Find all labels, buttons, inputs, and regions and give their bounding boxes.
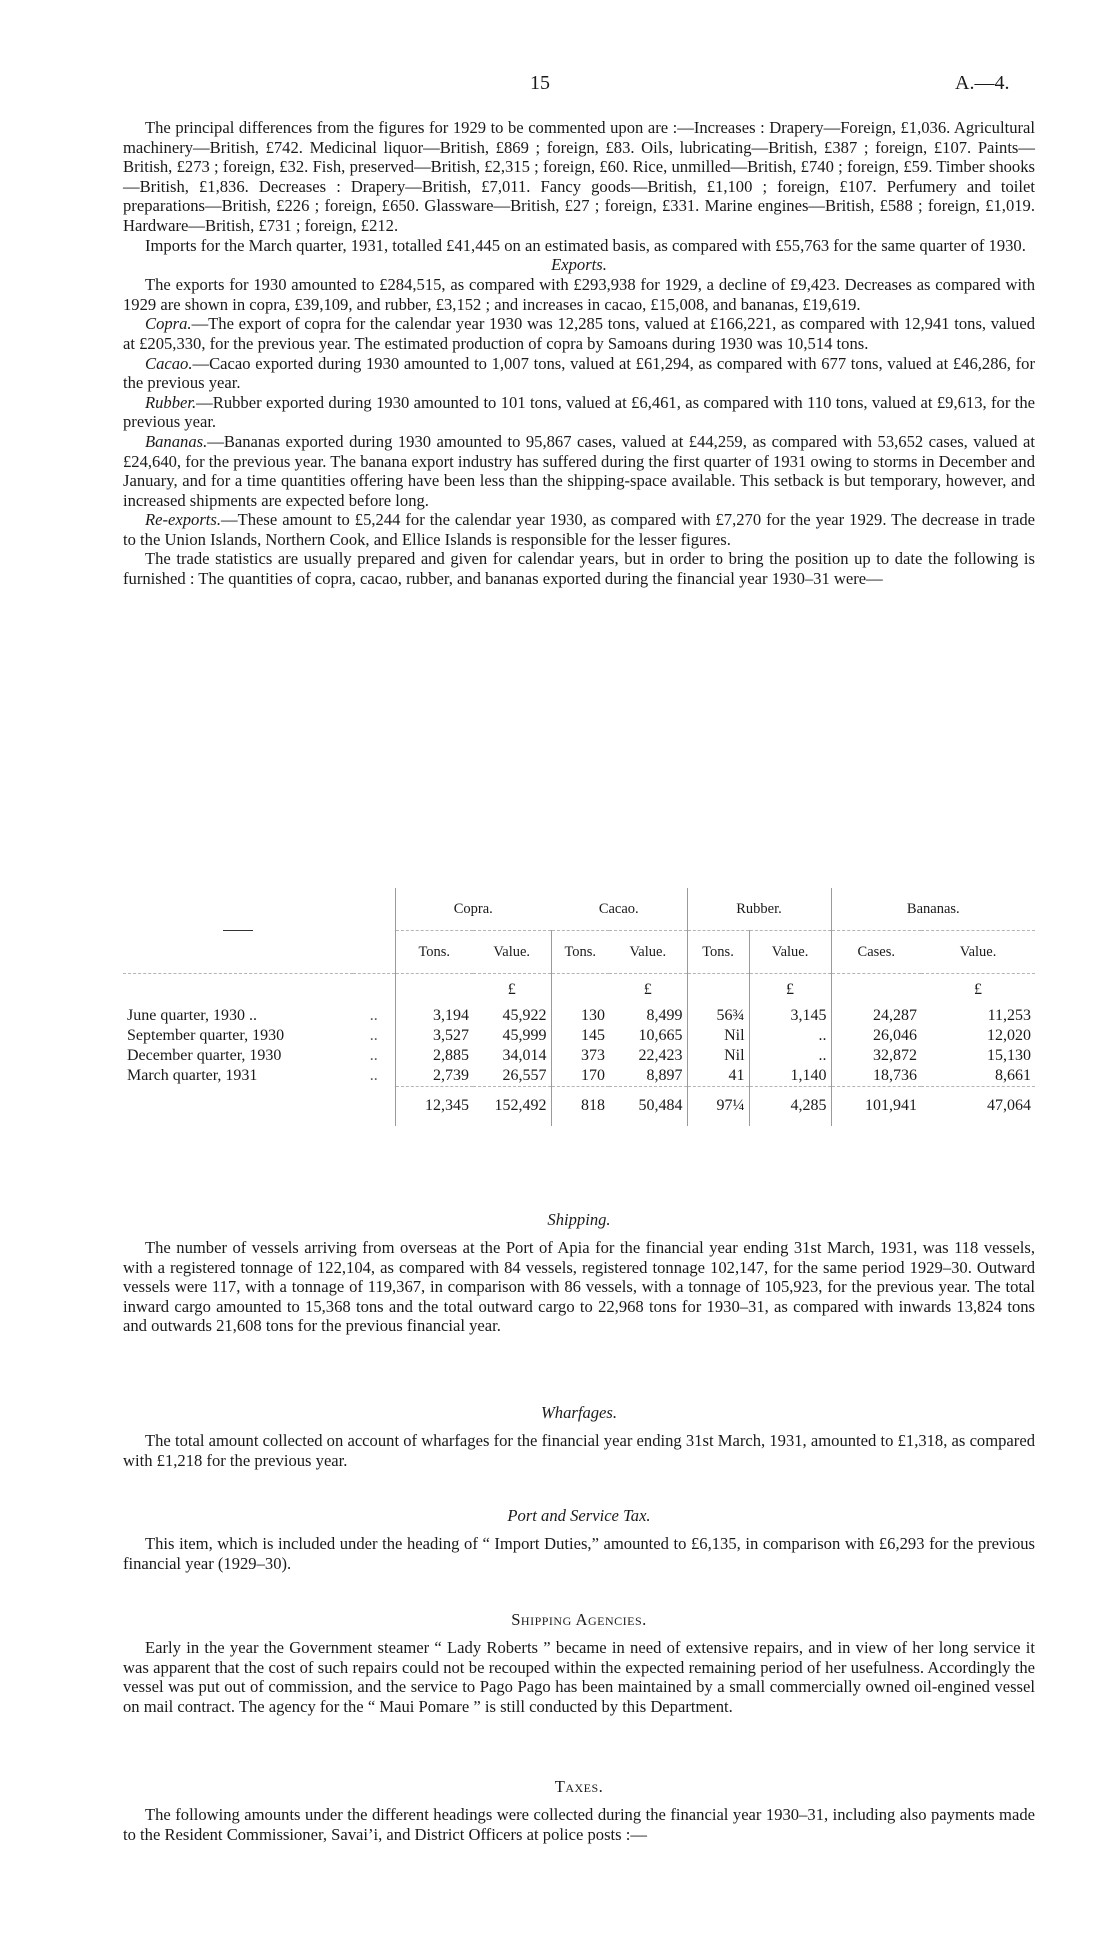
row-label-header	[123, 888, 353, 974]
row-label: September quarter, 1930	[127, 1026, 285, 1044]
subheader-cacao-value: Value.	[609, 931, 687, 974]
table-cell: 26,046	[831, 1026, 921, 1046]
total-cell: 97¼	[687, 1086, 749, 1126]
subheader-rubber-value: Value.	[749, 931, 831, 974]
shipping-paragraph: The number of vessels arriving from overseas at the Port of Apia for the financial year ending 31st March, 1931, was 118 vessels, with a registered tonnage of 122,104, as compared with 84 vessels, registered tonnage 102,147, for the same period 1929–30. Outward vessels were 117, with a tonnage of 119,367, in comparison with 86 vessels, with a tonnage of 105,923, for the previous year. The total inward cargo amounted to 15,368 tons and the total outward cargo to 22,968 tons for 1930–31, as compared with inwards 13,824 tons and outwards 21,608 tons for the previous financial year.	[123, 1238, 1035, 1336]
document-reference: A.—4.	[955, 72, 1010, 94]
table-cell: 2,885	[395, 1046, 473, 1066]
table-cell: 8,897	[646, 1066, 683, 1084]
table-cell: 3,145	[749, 1006, 831, 1026]
total-cell: 12,345	[395, 1086, 473, 1126]
table-cell: 32,872	[831, 1046, 921, 1066]
total-cell: 101,941	[831, 1086, 921, 1126]
table-cell: 12,020	[987, 1026, 1032, 1044]
shipping-section	[123, 1210, 1035, 1336]
total-cell: 4,285	[749, 1086, 831, 1126]
row-label: June quarter, 1930 ..	[127, 1006, 257, 1024]
subheader-bananas-value: Value.	[921, 931, 1035, 974]
table-cell: 130	[551, 1006, 609, 1026]
bananas-text: —Bananas exported during 1930 amounted to 95,867 cases, valued at £44,259, as compared with 53,652 cases, valued at £24,640, for the previous year. The banana export industry has suffered during the first quarter of 1931 owing to storms in December and January, and for a time quantities offering have been less than the shipping-space available. This setback is but temporary, however, and increased shipments are expected before long.	[123, 431, 1035, 510]
table-cell: 56¾	[687, 1006, 749, 1026]
table-cell: 3,527	[395, 1026, 473, 1046]
rubber-text: —Rubber exported during 1930 amounted to 101 tons, valued at £6,461, as compared with 110 tons, valued at £9,613, for the previous year.	[123, 392, 1035, 432]
copra-text: —The export of copra for the calendar year 1930 was 12,285 tons, valued at £166,221, as compared with 12,941 tons, valued at £205,330, for the previous year. The estimated production of copra by Samoans during 1930 was 10,514 tons.	[123, 314, 1035, 353]
group-header-rubber: Rubber.	[687, 888, 831, 931]
bananas-paragraph	[123, 432, 1035, 510]
port-service-tax-heading: Port and Service Tax.	[507, 1506, 651, 1525]
exports-quarterly-table	[123, 888, 1035, 1126]
totals-row	[123, 1086, 1035, 1126]
page-number: 15	[530, 72, 550, 94]
currency-sign-cacao: £	[643, 980, 652, 998]
subheader-copra-value: Value.	[473, 931, 551, 974]
table-cell: 10,665	[638, 1026, 683, 1044]
table-cell: 22,423	[638, 1046, 683, 1064]
imports-march-quarter-paragraph: Imports for the March quarter, 1931, totalled £41,445 on an estimated basis, as compared with £55,763 for the same quarter of 1930.	[145, 235, 1026, 255]
total-cell: 47,064	[921, 1086, 1035, 1126]
group-header-bananas: Bananas.	[831, 888, 1035, 931]
shipping-heading: Shipping.	[547, 1210, 611, 1229]
row-dots: ..	[369, 1046, 378, 1064]
row-dots: ..	[369, 1006, 378, 1024]
table-cell: ..	[749, 1026, 831, 1046]
shipping-agencies-section	[123, 1610, 1035, 1716]
subheader-rubber-tons: Tons.	[687, 931, 749, 974]
table-cell: 373	[551, 1046, 609, 1066]
currency-sign-rubber: £	[749, 974, 831, 1006]
row-label: March quarter, 1931	[127, 1066, 258, 1084]
table-cell: 11,253	[987, 1006, 1032, 1024]
table-cell: Nil	[687, 1046, 749, 1066]
table-cell: 8,661	[995, 1066, 1032, 1084]
table-cell: 145	[551, 1026, 609, 1046]
table-cell: 45,999	[502, 1026, 547, 1044]
page-header	[0, 72, 1114, 100]
cacao-text: —Cacao exported during 1930 amounted to 1,007 tons, valued at £61,294, as compared with 677 tons, valued at £46,286, for the previous year.	[123, 353, 1035, 393]
subheader-bananas-cases: Cases.	[831, 931, 921, 974]
wharfages-heading: Wharfages.	[540, 1403, 618, 1422]
table-cell: 24,287	[831, 1006, 921, 1026]
table-cell: 45,922	[502, 1006, 547, 1024]
currency-row	[123, 974, 1035, 1006]
taxes-heading: Taxes.	[554, 1777, 604, 1796]
shipping-agencies-heading: Shipping Agencies.	[511, 1610, 647, 1629]
wharfages-paragraph: The total amount collected on account of wharfages for the financial year ending 31st March, 1931, amounted to £1,318, as compared with £1,218 for the previous year.	[123, 1431, 1035, 1470]
subheader-cacao-tons: Tons.	[551, 931, 609, 974]
table-cell: 15,130	[987, 1046, 1032, 1064]
imports-text-block	[123, 118, 1035, 589]
port-service-tax-paragraph: This item, which is included under the heading of “ Import Duties,” amounted to £6,135, in comparison with £6,293 for the previous financial year (1929–30).	[123, 1534, 1035, 1573]
subheader-copra-tons: Tons.	[395, 931, 473, 974]
table-cell: Nil	[687, 1026, 749, 1046]
exports-intro-paragraph: The exports for 1930 amounted to £284,515, as compared with £293,938 for 1929, a decline of £9,423. Decreases as compared with 1929 are shown in copra, £39,109, and rubber, £3,152 ; and increases in cacao, £15,008, and bananas, £19,619.	[123, 275, 1035, 314]
table-cell: 2,739	[395, 1066, 473, 1087]
taxes-section	[123, 1777, 1035, 1844]
table-row	[123, 1026, 1035, 1046]
total-cell: 818	[551, 1086, 609, 1126]
table-cell: ..	[749, 1046, 831, 1066]
table-cell: 8,499	[646, 1006, 683, 1024]
cacao-paragraph	[123, 354, 1035, 393]
table-row	[123, 1046, 1035, 1066]
table-cell: 18,736	[831, 1066, 921, 1087]
re-exports-paragraph	[123, 510, 1035, 549]
shipping-agencies-paragraph: Early in the year the Government steamer “ Lady Roberts ” became in need of extensive repairs, and in view of her long service it was apparent that the cost of such repairs could not be recouped within the expected remaining period of her usefulness. Accordingly the vessel was put out of commission, and the service to Pago Pago has been maintained by a small commercially owned oil-engined vessel on mail contract. The agency for the “ Maui Pomare ” is still conducted by this Department.	[123, 1638, 1035, 1716]
total-cell: 152,492	[473, 1086, 551, 1126]
row-dots: ..	[369, 1066, 378, 1084]
group-header-copra: Copra.	[395, 888, 551, 931]
table-cell: 1,140	[749, 1066, 831, 1087]
copra-paragraph	[123, 314, 1035, 353]
port-service-tax-section	[123, 1506, 1035, 1573]
group-header-cacao: Cacao.	[551, 888, 687, 931]
table-cell: 3,194	[395, 1006, 473, 1026]
table-row	[123, 1006, 1035, 1026]
currency-sign-bananas: £	[974, 980, 983, 998]
table-cell: 41	[687, 1066, 749, 1087]
table-cell: 26,557	[502, 1066, 547, 1084]
imports-differences-paragraph: The principal differences from the figures for 1929 to be commented upon are :—Increases : Drapery—Foreign, £1,036. Agricultural machinery—British, £742. Medicinal liquor—British, £869 ; foreign, £83. Oils, lubricating—British, £387 ; foreign, £107. Paints—British, £273 ; foreign, £32. Fish, preserved—British, £2,315 ; foreign, £60. Rice, unmilled—British, £740 ; foreign, £59. Timber shooks—British, £1,836. Decreases : Drapery—British, £7,011. Fancy goods—British, £1,100 ; foreign, £107. Perfumery and toilet preparations—British, £226 ; foreign, £650. Glassware—British, £27 ; foreign, £331. Marine engines—British, £588 ; foreign, £1,019. Hardware—British, £731 ; foreign, £212.	[123, 118, 1035, 235]
total-cell: 50,484	[609, 1086, 687, 1126]
re-exports-lead: Re-exports.	[145, 510, 222, 530]
bananas-lead: Bananas.	[145, 431, 208, 451]
exports-heading: Exports.	[551, 255, 607, 275]
row-dots: ..	[369, 1026, 378, 1044]
copra-lead: Copra.	[145, 314, 192, 334]
table-intro-paragraph: The trade statistics are usually prepared and given for calendar years, but in order to bring the position up to date the following is furnished : The quantities of copra, cacao, rubber, and bananas exported during the financial year 1930–31 were—	[123, 549, 1035, 589]
currency-sign-copra: £	[507, 980, 516, 998]
re-exports-text: —These amount to £5,244 for the calendar year 1930, as compared with £7,270 for the year 1929. The decrease in trade to the Union Islands, Northern Cook, and Ellice Islands is responsible for the lesser figures.	[123, 510, 1035, 549]
table-cell: 34,014	[502, 1046, 547, 1064]
table-row	[123, 1066, 1035, 1087]
cacao-lead: Cacao.	[145, 353, 193, 373]
rubber-lead: Rubber.	[145, 392, 197, 412]
rubber-paragraph	[123, 393, 1035, 432]
table-cell: 170	[551, 1066, 609, 1087]
taxes-paragraph: The following amounts under the different headings were collected during the financial year 1930–31, including also payments made to the Resident Commissioner, Savai’i, and District Officers at police posts :—	[123, 1805, 1035, 1844]
wharfages-section	[123, 1403, 1035, 1470]
row-label: December quarter, 1930	[127, 1046, 282, 1064]
